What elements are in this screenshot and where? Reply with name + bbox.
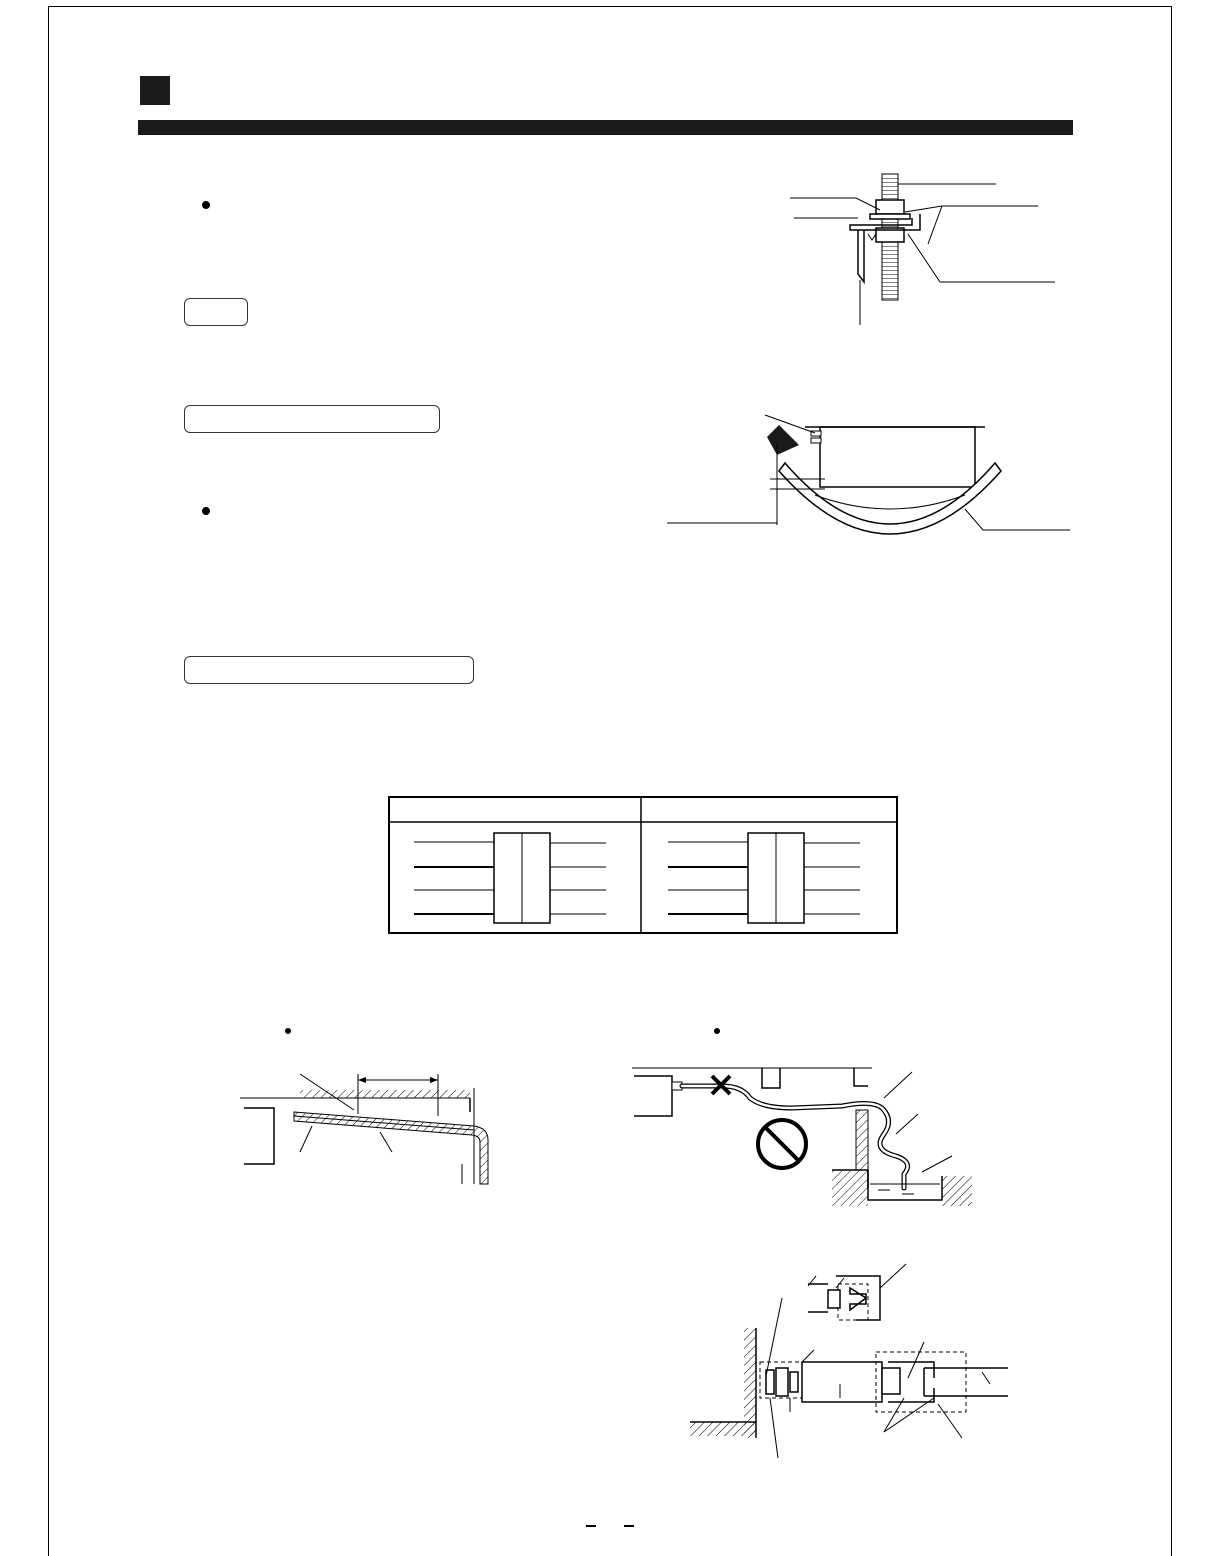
unit-wall bbox=[858, 230, 864, 282]
wiring-table bbox=[388, 796, 900, 936]
upper-nut bbox=[876, 200, 904, 214]
note-box bbox=[184, 298, 248, 326]
bullet-4 bbox=[714, 1028, 720, 1034]
unit-body bbox=[820, 427, 975, 487]
improper-drain-figure bbox=[632, 1058, 982, 1208]
bullet-2 bbox=[202, 507, 210, 515]
section-marker bbox=[140, 76, 170, 105]
bullet-3 bbox=[285, 1028, 291, 1034]
drain-socket bbox=[802, 1362, 882, 1402]
connection-inset bbox=[808, 1264, 906, 1320]
insulated-pipe bbox=[294, 1112, 488, 1184]
prohibited-icon bbox=[758, 1120, 806, 1168]
arrow-down-icon bbox=[767, 425, 799, 455]
header-rule bbox=[138, 120, 1073, 135]
drain-slope-figure bbox=[240, 1068, 500, 1188]
bullet-1 bbox=[202, 201, 210, 209]
page-number bbox=[560, 1518, 660, 1532]
heading-box-2 bbox=[184, 656, 474, 684]
hanger-bolt-figure bbox=[780, 170, 1070, 330]
level-check-figure bbox=[665, 405, 1075, 545]
washer bbox=[870, 214, 910, 219]
arrow-right-icon bbox=[850, 1288, 866, 1310]
drain-connection-figure bbox=[690, 1258, 1010, 1458]
heading-box-1 bbox=[184, 405, 440, 433]
